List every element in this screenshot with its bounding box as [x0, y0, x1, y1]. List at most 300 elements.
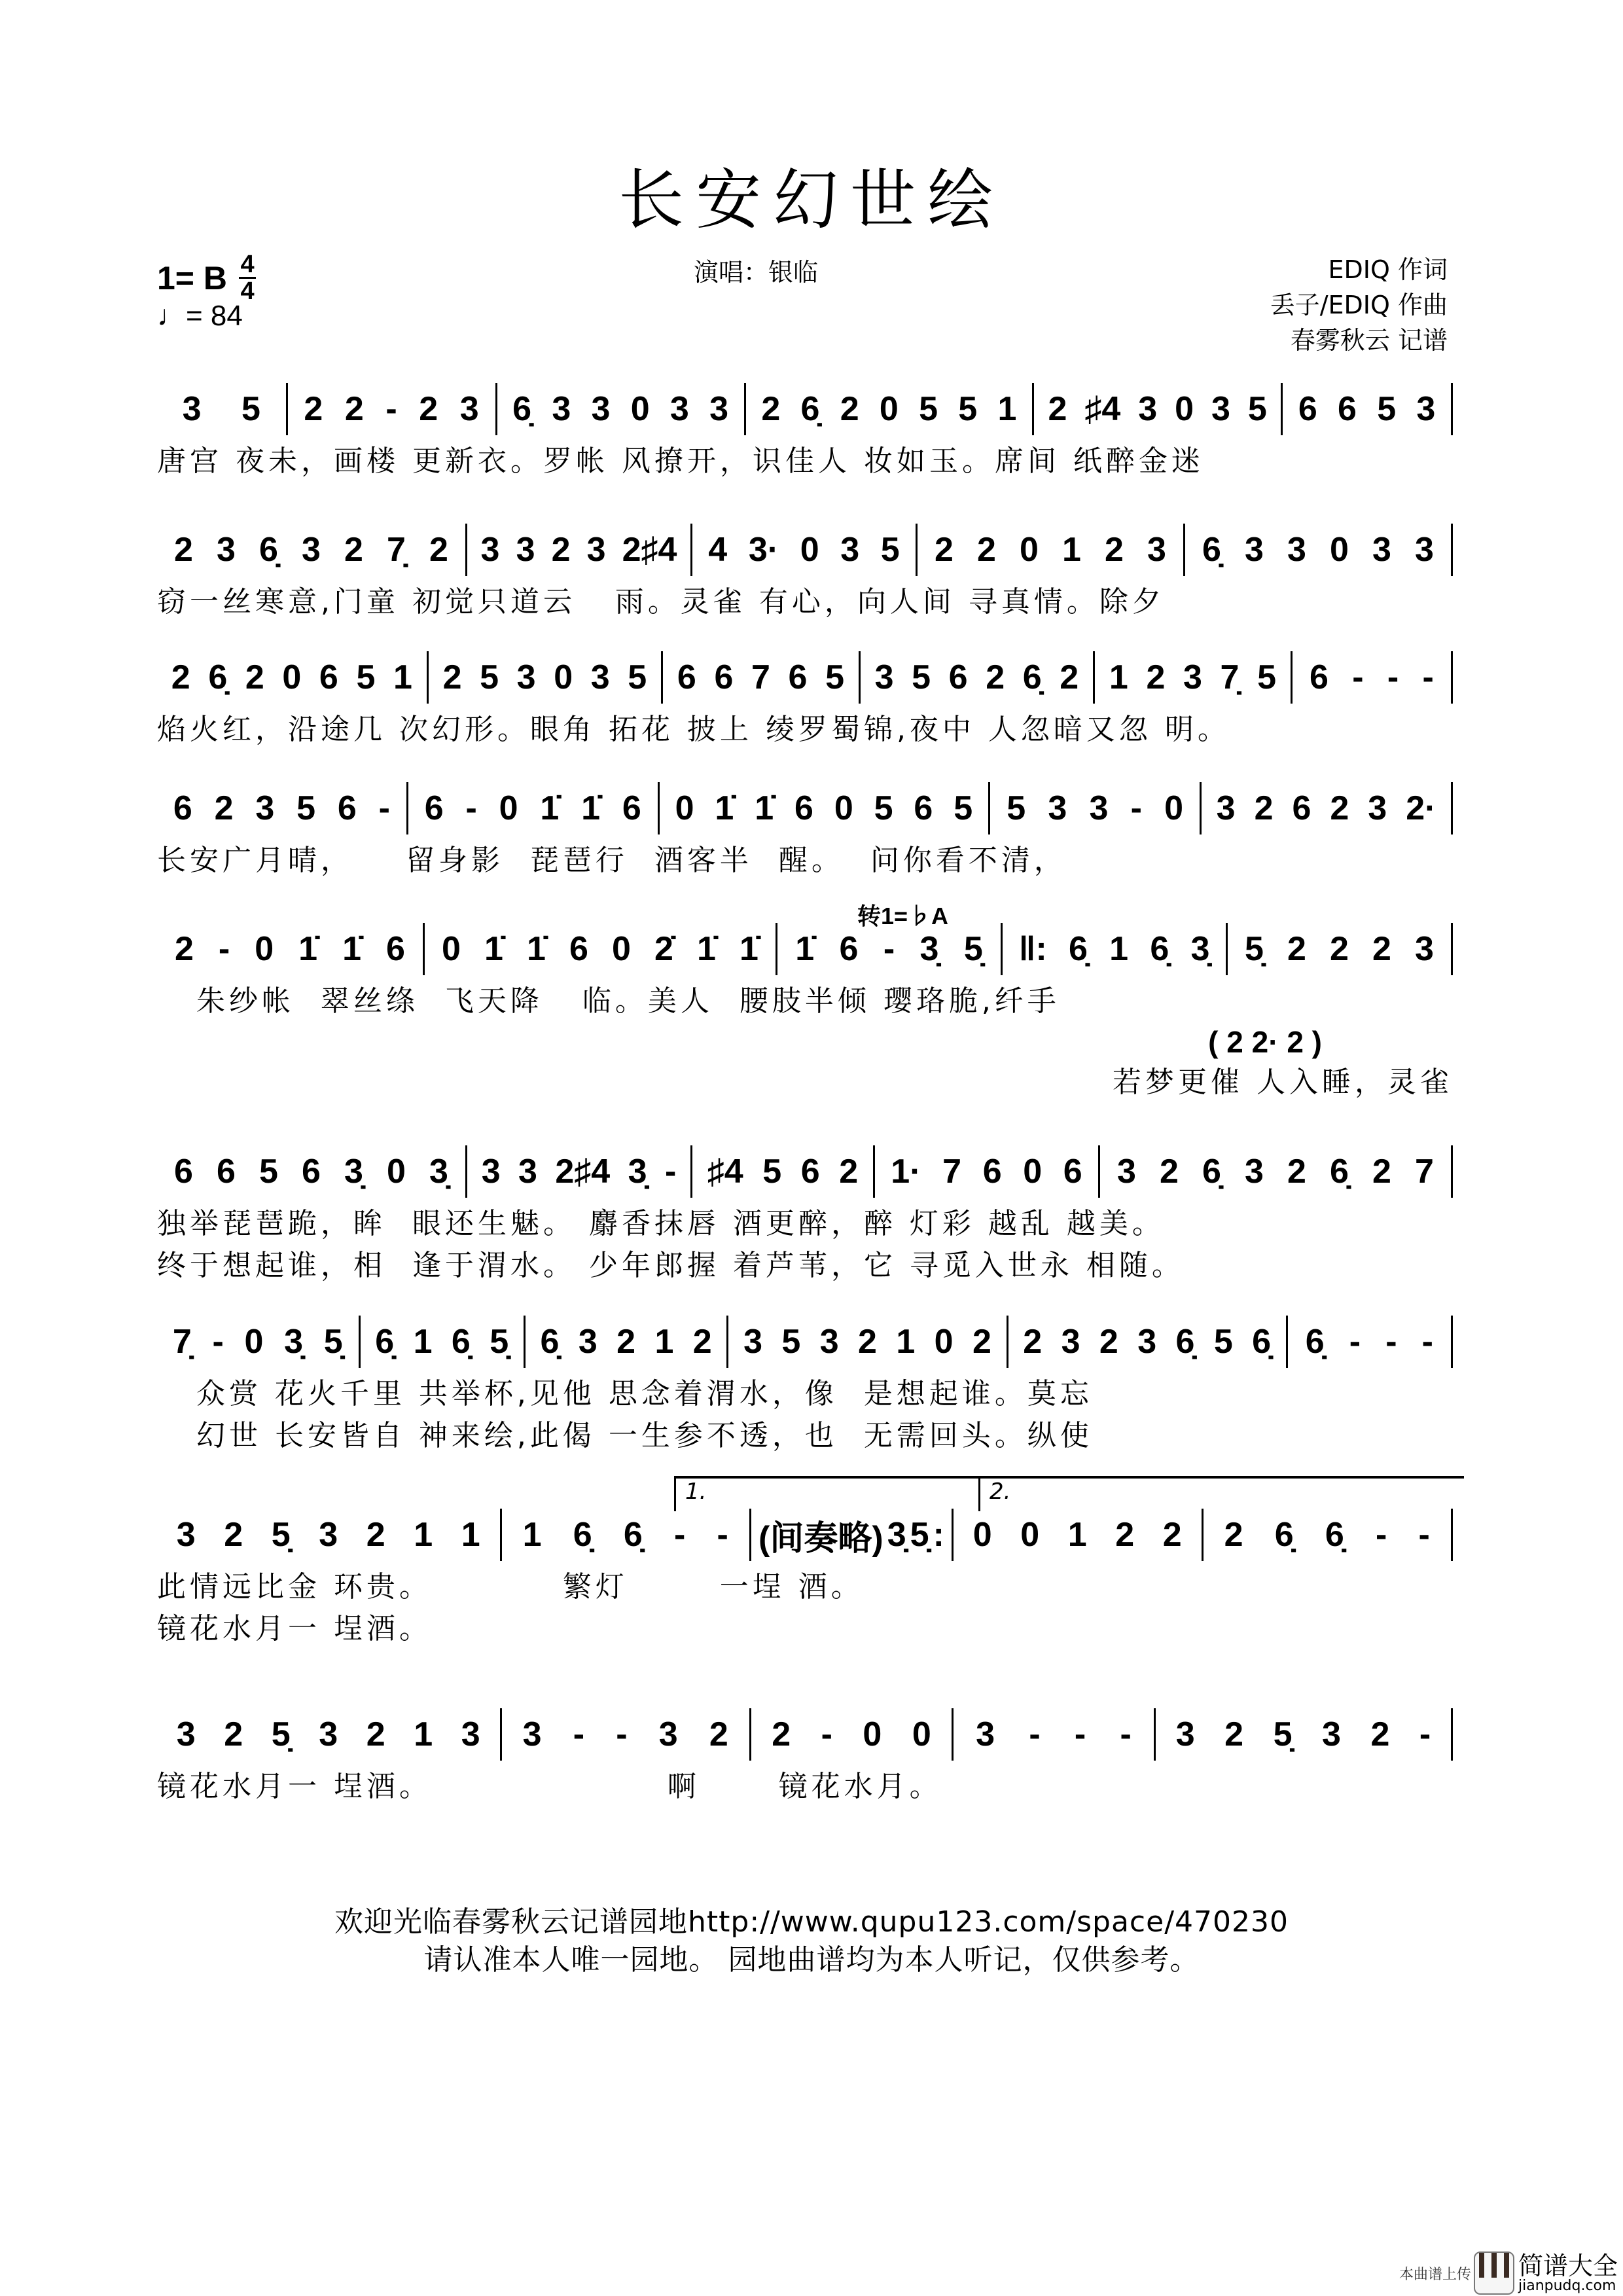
note: 3	[255, 789, 275, 827]
measure	[990, 782, 1202, 834]
note: 2	[935, 531, 954, 569]
note: -	[1375, 1516, 1387, 1554]
note: 1	[414, 1715, 433, 1753]
measure	[663, 651, 861, 704]
note: 6̣	[451, 1323, 471, 1361]
measure	[497, 383, 746, 435]
note: -	[1074, 1715, 1086, 1753]
measure	[1204, 1509, 1454, 1561]
note: 0	[499, 789, 518, 827]
note: 3	[976, 1715, 995, 1753]
note: 0	[834, 789, 853, 827]
note: 3	[302, 531, 321, 569]
notes-line	[157, 1316, 1453, 1368]
note: 3	[516, 658, 536, 696]
note: 5	[1257, 658, 1276, 696]
note: 6	[714, 658, 734, 696]
note: 5̣	[323, 1323, 343, 1361]
brand-name: 简谱大全	[1518, 2251, 1618, 2280]
note: 6̣	[1150, 930, 1169, 968]
measure	[1095, 651, 1293, 704]
note: (间奏略)	[758, 1519, 883, 1558]
note: 5	[954, 789, 973, 827]
measure	[288, 383, 497, 435]
note: -	[1130, 789, 1142, 827]
note: 2	[1330, 930, 1349, 968]
lyrics-line: 终于想起谁，相 逢于渭水。 少年郎握 着芦苇，它 寻觅入世永 相随。	[157, 1249, 1185, 1282]
lyrics-line: 众赏 花火千里 共举杯,见他 思念着渭水，像 是想起谁。莫忘	[157, 1377, 1093, 1410]
note: 3	[481, 1153, 501, 1191]
note: -	[1418, 1516, 1430, 1554]
note: 2	[429, 531, 448, 569]
note: 3	[1415, 930, 1434, 968]
note: 5	[912, 658, 931, 696]
note: 3·	[748, 531, 779, 569]
note: 3̣	[887, 1516, 906, 1554]
note: 3	[522, 1715, 542, 1753]
note: 3	[586, 531, 606, 569]
note: 0	[934, 1323, 954, 1361]
note: -	[212, 1323, 224, 1361]
note: 5	[781, 1323, 801, 1361]
note: 3	[840, 531, 860, 569]
note: 1̇	[298, 930, 318, 968]
note: 3	[1138, 390, 1158, 428]
note: 6̣	[1305, 1323, 1325, 1361]
note: -	[1029, 1715, 1041, 1753]
note: 3̣	[344, 1153, 363, 1191]
note: 6	[319, 658, 338, 696]
note: 2	[972, 1323, 991, 1361]
note: 1̇	[527, 930, 546, 968]
note: 2	[1287, 930, 1306, 968]
note: 5	[296, 789, 316, 827]
note: 3	[591, 390, 611, 428]
note: 3	[874, 658, 894, 696]
note: 2	[1162, 1516, 1182, 1554]
note: 2	[1372, 1153, 1391, 1191]
lyrics-line: 独举琵琶跪，眸 眼还生魅。 麝香抹唇 酒更醉，醉 灯彩 越乱 越美。	[157, 1207, 1165, 1240]
note: 3̣	[628, 1153, 647, 1191]
measure	[526, 1316, 729, 1368]
note: 1·	[891, 1153, 921, 1191]
note: 2	[1099, 1323, 1118, 1361]
measure	[157, 923, 425, 975]
note: -	[1419, 1715, 1431, 1753]
measure	[361, 1316, 526, 1368]
note: 2	[1287, 1153, 1306, 1191]
measure	[157, 1145, 467, 1198]
note: 6	[1063, 1153, 1082, 1191]
note: 7̣	[1220, 658, 1240, 696]
note: 1	[896, 1323, 916, 1361]
note: 7	[751, 658, 770, 696]
note: 0	[630, 390, 650, 428]
note: 6	[173, 789, 192, 827]
note: 5	[1247, 390, 1267, 428]
brand-url: jianpudq.com	[1518, 2278, 1616, 2294]
note: 0	[244, 1323, 264, 1361]
measure	[861, 651, 1095, 704]
note: 0	[972, 1516, 992, 1554]
score-row	[157, 1708, 1453, 1808]
time-bottom: 4	[240, 278, 255, 305]
note: 3	[1211, 390, 1230, 428]
measure	[1034, 383, 1283, 435]
note: 2	[224, 1516, 243, 1554]
note: ♯4	[707, 1153, 743, 1191]
site-logo	[1399, 2251, 1618, 2295]
note: 5̣	[490, 1323, 509, 1361]
note: 3	[1137, 1323, 1157, 1361]
singer-credit: 演唱：银临	[694, 258, 819, 287]
measure	[502, 1509, 752, 1561]
note: 2	[840, 390, 859, 428]
note: ♯4	[1084, 390, 1121, 428]
note: -	[385, 390, 397, 428]
measure	[692, 1145, 875, 1198]
volta-second-ending: 2.	[978, 1476, 1464, 1511]
notes-line	[157, 1708, 1453, 1761]
note: 5	[825, 658, 844, 696]
note: 2	[1146, 658, 1166, 696]
note: 1̇	[740, 930, 758, 968]
note: 6	[386, 930, 405, 968]
note: 1̇	[697, 930, 716, 968]
note: -	[465, 789, 477, 827]
note: 1	[1109, 658, 1128, 696]
measure	[1008, 1316, 1288, 1368]
note: 3	[1061, 1323, 1080, 1361]
note: 2	[986, 658, 1005, 696]
lyricist-credit: EDIQ 作词	[1328, 255, 1448, 284]
note: 5̣	[910, 1516, 929, 1554]
score-row	[157, 923, 1453, 1103]
time-signature	[239, 252, 256, 304]
note: 6̣	[1022, 658, 1042, 696]
note: 3	[1175, 1715, 1195, 1753]
measure	[157, 782, 408, 834]
note: 0	[255, 930, 274, 968]
notes-line	[157, 923, 1453, 975]
note: 0	[387, 1153, 406, 1191]
note: 3̣	[1190, 930, 1210, 968]
notes-line	[157, 1509, 1453, 1561]
note: 2	[1224, 1516, 1243, 1554]
note: 0	[442, 930, 461, 968]
note: 6	[622, 789, 641, 827]
note: 3	[176, 1516, 196, 1554]
note: 5	[1007, 789, 1026, 827]
note: 1	[997, 390, 1017, 428]
note: 6	[1338, 390, 1357, 428]
note: 5	[874, 789, 893, 827]
footer-welcome: 欢迎光临春雾秋云记谱园地http://www.qupu123.com/space/470230	[334, 1905, 1289, 1939]
note: 5	[762, 1153, 782, 1191]
note: 2	[551, 531, 571, 569]
note: 3	[1322, 1715, 1341, 1753]
alternate-notes: ( 2 2· 2 )	[1208, 1025, 1322, 1059]
note: 2	[616, 1323, 636, 1361]
note: 3	[1415, 531, 1434, 569]
note: 2	[1254, 789, 1274, 827]
note: -	[378, 789, 390, 827]
note: 2	[1160, 1153, 1179, 1191]
note: -	[573, 1715, 585, 1753]
measure	[1003, 923, 1228, 975]
note: 2	[174, 531, 193, 569]
note: 6	[794, 789, 813, 827]
note: 1̇	[540, 789, 560, 827]
note: 1̇	[484, 930, 503, 968]
note: 4	[708, 531, 728, 569]
note: 3	[669, 390, 689, 428]
note: 5	[1377, 390, 1397, 428]
piano-icon	[1474, 2251, 1514, 2295]
note: -	[821, 1715, 832, 1753]
note: 6	[1298, 390, 1317, 428]
notes-line	[157, 782, 1453, 834]
note: -	[717, 1516, 728, 1554]
note: 1	[393, 658, 412, 696]
measure	[408, 782, 660, 834]
note: 2	[1224, 1715, 1244, 1753]
measure	[1100, 1145, 1453, 1198]
lyrics-line: 唐宫 夜未，画楼 更新衣。罗帐 风撩开，识佳人 妆如玉。席间 纸醉金迷	[157, 444, 1204, 478]
note: 1̇	[715, 789, 734, 827]
note: 2	[772, 1715, 791, 1753]
measure	[157, 1316, 361, 1368]
note: 3	[590, 658, 610, 696]
note: -	[883, 930, 895, 968]
note: 1	[654, 1323, 674, 1361]
score-row	[157, 651, 1453, 751]
note: 3	[182, 390, 202, 428]
note: 5	[480, 658, 499, 696]
note: 2	[1115, 1516, 1135, 1554]
note: 6̣	[375, 1323, 395, 1361]
key-signature	[157, 252, 256, 304]
note: 1	[461, 1516, 480, 1554]
score-row	[157, 782, 1453, 882]
note: 6	[800, 1153, 820, 1191]
lyrics-line: 镜花水月一 埕酒。	[157, 1612, 432, 1645]
note: 3̣	[919, 930, 939, 968]
note: 2	[709, 1715, 728, 1753]
note: 0	[1164, 789, 1184, 827]
note: 3	[1216, 789, 1236, 827]
note: 0	[1330, 531, 1349, 569]
note: 2	[366, 1516, 385, 1554]
note: 1	[1062, 531, 1081, 569]
note: 1	[522, 1516, 542, 1554]
note: 3	[480, 531, 500, 569]
note: 3	[516, 531, 535, 569]
note: 2·	[1406, 789, 1436, 827]
note: 7	[1415, 1153, 1434, 1191]
note: 3	[1372, 531, 1391, 569]
note: 1	[413, 1323, 433, 1361]
score-row	[157, 1316, 1453, 1457]
note: 5̣	[963, 930, 983, 968]
note: 3	[819, 1323, 839, 1361]
note: 6	[839, 930, 859, 968]
note: 6̣	[1330, 1153, 1349, 1191]
note: 6	[424, 789, 444, 827]
note: 3	[1287, 531, 1306, 569]
note: 1	[1067, 1516, 1087, 1554]
note: 2	[1330, 789, 1349, 827]
note: 6̣	[208, 658, 228, 696]
note: 2	[1370, 1715, 1390, 1753]
note: 2	[366, 1715, 385, 1753]
note: 5	[880, 531, 900, 569]
note: 2	[171, 658, 190, 696]
note: 3	[176, 1715, 196, 1753]
note: 6̣	[540, 1323, 560, 1361]
note: 2♯4	[555, 1153, 611, 1191]
measure	[467, 524, 692, 576]
notes-line	[157, 1145, 1453, 1198]
note: 3	[578, 1323, 597, 1361]
note: 2̇	[654, 930, 673, 968]
note: 3	[319, 1516, 338, 1554]
footer-notice: 请认准本人唯一园地。 园地曲谱均为本人听记，仅供参考。	[423, 1943, 1200, 1977]
tempo-marking: ♩= 84	[157, 300, 243, 332]
lyrics-line: 镜花水月一 埕酒。 啊 镜花水月。	[157, 1770, 942, 1803]
measure	[660, 782, 990, 834]
note: 2	[344, 390, 364, 428]
lyrics-line: 幻世 长安皆自 神来绘,此偈 一生参不透，也 无需回头。纵使	[157, 1419, 1093, 1452]
measure	[751, 1708, 954, 1761]
note: -	[1422, 658, 1434, 696]
note: 5	[259, 1153, 278, 1191]
note: 7̣	[172, 1323, 192, 1361]
note: 3	[1147, 531, 1166, 569]
note: 2	[442, 658, 462, 696]
note: 1̇	[755, 789, 774, 827]
measure	[1283, 383, 1453, 435]
measure	[502, 1708, 752, 1761]
note: 6̣	[1069, 930, 1088, 968]
measure	[429, 651, 663, 704]
note: 3	[217, 531, 236, 569]
note: 6̣	[1274, 1516, 1294, 1554]
note: 2	[858, 1323, 877, 1361]
note: 3	[461, 1715, 480, 1753]
key-label: 1= B	[157, 259, 228, 296]
note: 2	[304, 390, 323, 428]
transcriber-credit: 春雾秋云 记谱	[1290, 326, 1448, 355]
note: 6̣	[623, 1516, 643, 1554]
note: :	[933, 1516, 944, 1554]
volta-first-ending: 1.	[674, 1476, 983, 1511]
note: 3	[319, 1715, 338, 1753]
note: 6	[569, 930, 588, 968]
note: 0	[800, 531, 819, 569]
score-row	[157, 1145, 1453, 1287]
note: 0	[675, 789, 694, 827]
measure	[1288, 1316, 1453, 1368]
score-row	[157, 383, 1453, 482]
note: 3	[1245, 1153, 1264, 1191]
note: 6	[302, 1153, 321, 1191]
note: -	[1387, 658, 1399, 696]
note: 1̇	[795, 930, 815, 968]
note: 6	[1292, 789, 1311, 827]
credits	[1270, 252, 1448, 358]
measure	[1293, 651, 1453, 704]
note: 6	[217, 1153, 236, 1191]
note: -	[1349, 1323, 1361, 1361]
note: 5	[1213, 1323, 1233, 1361]
note: 2	[839, 1153, 859, 1191]
note: 7̣	[387, 531, 406, 569]
note: 0	[1023, 1153, 1043, 1191]
note: 3	[658, 1715, 678, 1753]
note: 0	[879, 390, 899, 428]
alternate-lyrics: 若梦更催 人入睡，灵雀	[1113, 1066, 1453, 1099]
note: 6̣	[259, 531, 278, 569]
upload-text: 本曲谱上传	[1399, 2266, 1471, 2283]
measure	[157, 383, 288, 435]
note: 0	[1175, 390, 1194, 428]
lyrics-line: 窃一丝寒意,门童 初觉只道云 雨。灵雀 有心，向人间 寻真情。除夕	[157, 585, 1165, 619]
note: 3	[709, 390, 729, 428]
note: 5̣	[1245, 930, 1264, 968]
note: 6	[677, 658, 696, 696]
note: 6	[948, 658, 968, 696]
note: 2	[419, 390, 438, 428]
note: 5	[241, 390, 260, 428]
key-change-marking: 转1=♭A	[857, 903, 949, 929]
note: 3̣	[284, 1323, 304, 1361]
note: -	[673, 1516, 686, 1554]
note: 6	[982, 1153, 1002, 1191]
note: 2	[1023, 1323, 1043, 1361]
measure	[728, 1316, 1008, 1368]
note: 6̣	[1325, 1516, 1344, 1554]
note: 1	[414, 1516, 433, 1554]
note: 2	[1372, 930, 1391, 968]
note: -	[664, 1153, 677, 1191]
measure	[692, 524, 918, 576]
lyrics-line: 此情远比金 环贵。 繁灯 一埕 酒。	[157, 1570, 864, 1604]
note: 3	[552, 390, 571, 428]
note: 6̣	[1202, 531, 1221, 569]
note: 7	[942, 1153, 962, 1191]
note: 5̣	[271, 1516, 291, 1554]
note: 3	[1048, 789, 1067, 827]
note: 5	[958, 390, 978, 428]
measure	[954, 1708, 1156, 1761]
measure	[157, 524, 467, 576]
note: -	[1120, 1715, 1132, 1753]
note: -	[1421, 1323, 1433, 1361]
note: 2♯4	[622, 531, 677, 569]
note: 5	[356, 658, 376, 696]
lyrics-line: 焰火红，沿途几 次幻形。眼角 拓花 披上 绫罗蜀锦,夜中 人忽暗又忽 明。	[157, 713, 1230, 746]
measure	[1185, 524, 1453, 576]
measure	[157, 1708, 502, 1761]
notes-line	[157, 524, 1453, 576]
note: 5	[628, 658, 647, 696]
note: 6̣	[800, 390, 820, 428]
song-title: 长安幻世绘	[618, 162, 1005, 238]
note: 5	[919, 390, 938, 428]
score-row	[157, 1509, 1453, 1650]
note: 2	[761, 390, 781, 428]
